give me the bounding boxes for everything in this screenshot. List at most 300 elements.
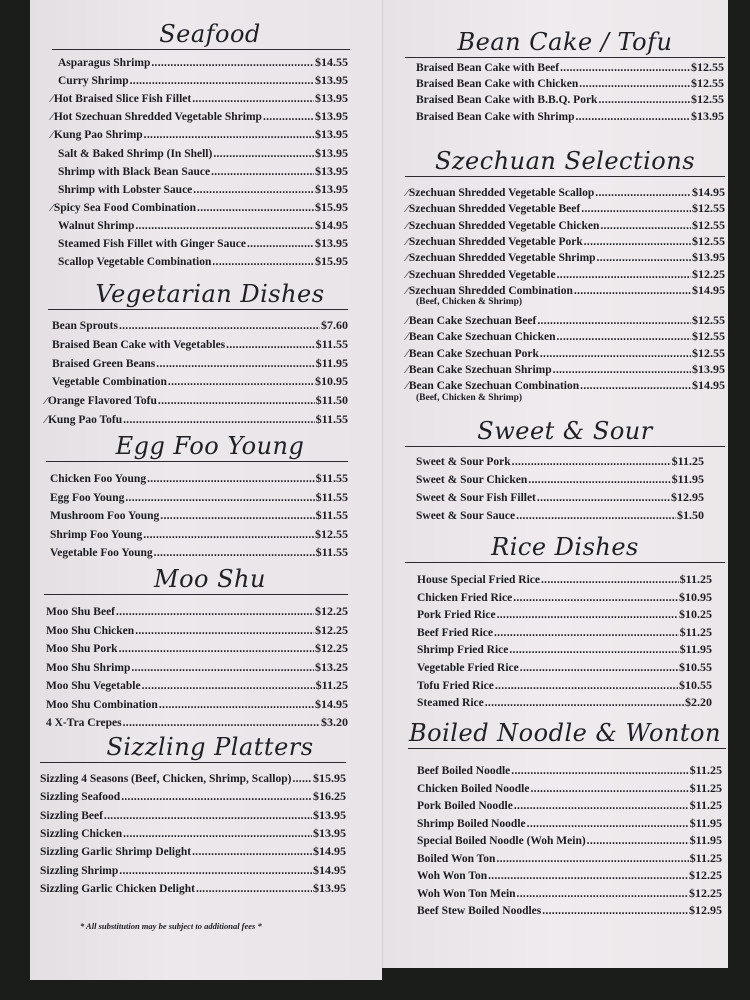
menu-item-note: (Beef, Chicken & Shrimp) [416,297,523,308]
section-title-vegetarian: Vegetarian Dishes [95,280,325,308]
menu-item-price: $16.25 [313,789,346,804]
menu-item-price: $10.55 [679,660,712,674]
spicy-icon: ⁄ [406,364,408,376]
menu-item-price: $12.25 [689,885,722,900]
menu-item [40,880,346,897]
menu-item-name: Braised Bean Cake with Chicken [416,78,579,91]
menu-item-price: $10.25 [679,607,712,622]
menu-item-name: Sweet & Sour Sauce [416,510,516,522]
dot-leader [144,127,314,144]
section-divider [405,562,725,563]
menu-item-price: $12.25 [315,641,348,655]
menu-item-name: Sweet & Sour Chicken [416,474,528,486]
menu-item-name: Chicken Boiled Noodle [417,782,530,795]
menu-item-name: Szechuan Shredded Vegetable Beef [408,203,581,216]
dot-leader [485,695,684,712]
menu-item-price: $13.95 [691,108,724,123]
menu-item [417,589,712,606]
menu-item-name: Vegetable Foo Young [50,547,153,559]
menu-item-price: $11.55 [315,412,348,426]
menu-item-price: $13.95 [315,145,348,160]
menu-item-price: $13.95 [313,825,346,840]
menu-item-price: $2.20 [685,695,712,710]
dot-leader [587,833,689,850]
menu-item-price: $12.25 [689,868,722,882]
menu-item [46,659,348,676]
menu-item [417,885,722,902]
section-divider [48,309,348,310]
menu-item [40,788,346,805]
dot-leader [192,91,314,108]
menu-item-price: $15.95 [315,199,348,214]
dot-leader [513,590,678,607]
menu-item-price: $12.55 [692,313,725,328]
menu-item-price: $10.55 [679,677,712,692]
menu-item [50,544,348,561]
menu-item [50,526,348,543]
menu-item-price: $12.55 [691,76,724,91]
spicy-icon: ⁄ [406,187,408,199]
menu-item-price: $13.95 [692,362,725,376]
menu-item-price: $14.55 [315,55,348,69]
spicy-icon: ⁄ [406,219,408,232]
menu-item-price: $11.25 [689,850,722,865]
menu-item-name: Bean Cake Szechuan Shrimp [408,364,552,376]
section-title-sweet-sour: Sweet & Sour [477,417,653,445]
dot-leader [263,109,314,126]
menu-item-name: Sizzling Chicken [40,827,123,840]
dot-leader [511,763,688,780]
spicy-icon: ⁄ [406,284,408,297]
menu-item-name: Sizzling Shrimp [40,864,119,877]
menu-item [406,361,725,378]
dot-leader [135,218,314,235]
menu-item-name: Kung Pao Shrimp [53,129,143,142]
menu-item [52,336,348,353]
dot-leader [156,356,314,373]
menu-item [46,714,348,731]
section-divider [52,49,350,50]
menu-item-price: $11.55 [315,336,348,351]
menu-item-price: $12.55 [692,217,725,232]
menu-item-price: $15.95 [315,254,348,269]
dot-leader [575,109,690,126]
menu-item-name: Egg Foo Young [50,491,125,504]
menu-item-name: Braised Bean Cake with B.B.Q. Pork [416,94,598,107]
menu-item-price: $13.95 [315,236,348,250]
menu-item-name: Vegetable Fried Rice [417,662,519,674]
menu-item [58,253,348,270]
menu-item-price: $11.25 [689,798,722,812]
menu-item [417,850,722,867]
substitution-footnote: * All substitution may be subject to additional fees * [80,921,262,931]
spicy-icon: ⁄ [406,315,408,328]
menu-item-name: Bean Cake Szechuan Beef [408,315,537,328]
section-title-bean-cake: Bean Cake / Tofu [457,28,673,56]
menu-item-name: Beef Fried Rice [417,626,493,639]
menu-item-name: Walnut Shrimp [58,219,135,232]
menu-item [416,108,724,125]
menu-item-name: Moo Shu Vegetable [46,680,141,692]
menu-item [40,843,346,860]
menu-item-price: $12.55 [692,233,725,248]
dot-leader [160,508,314,525]
menu-item-name: Sweet & Sour Pork [416,456,511,468]
menu-item-name: Braised Green Beans [52,357,156,370]
menu-item-name: Szechuan Shredded Vegetable Scallop [408,187,595,199]
dot-leader [192,844,312,861]
menu-item [58,145,348,162]
section-divider [405,446,725,447]
menu-item [45,411,348,428]
dot-leader [143,527,314,544]
menu-item [417,694,712,711]
menu-item-name: Beef Boiled Noodle [417,765,511,777]
spicy-icon: ⁄ [51,93,53,106]
menu-item [416,507,704,524]
menu-item-name: Shrimp with Black Bean Sauce [58,165,211,178]
menu-item-price: $11.95 [315,355,348,370]
menu-item [406,249,725,266]
menu-item [51,126,348,143]
menu-item-name: Kung Pao Tofu [47,414,123,426]
menu-item [416,91,724,108]
spicy-icon: ⁄ [45,414,47,426]
menu-item-price: $12.95 [671,490,704,504]
menu-item-price: $14.95 [313,844,346,859]
menu-item-price: $13.95 [692,250,725,265]
menu-item-price: $11.25 [689,763,722,777]
dot-leader [213,146,314,163]
menu-item-price: $13.95 [315,127,348,142]
section-title-sizzling: Sizzling Platters [106,733,314,761]
menu-item-price: $12.55 [692,345,725,360]
dot-leader [159,697,314,714]
menu-item [58,72,348,89]
dot-leader [530,781,688,798]
menu-item-name: Steamed Fish Fillet with Ginger Sauce [58,238,246,250]
menu-item [58,217,348,234]
dot-leader [211,164,314,181]
section-title-noodle: Boiled Noodle & Wonton [409,719,721,747]
menu-item-price: $11.55 [315,545,348,559]
menu-item-price: $15.95 [313,771,346,785]
menu-item-price: $11.25 [679,572,712,586]
menu-item-price: $13.95 [313,807,346,822]
menu-item [417,832,722,849]
menu-item-price: $10.95 [315,374,348,389]
dot-leader [514,798,689,815]
menu-item-price: $12.55 [315,526,348,541]
dot-leader [116,604,314,621]
menu-item-price: $11.50 [315,393,348,408]
menu-item-price: $13.95 [313,880,346,895]
menu-item [40,862,346,879]
spicy-icon: ⁄ [406,252,408,265]
spicy-icon: ⁄ [406,347,408,360]
dot-leader [574,283,691,300]
dot-leader [147,471,315,488]
menu-item [417,624,712,641]
dot-leader [517,886,688,903]
menu-item [52,355,348,372]
menu-item [406,233,725,250]
menu-item-price: $12.55 [692,201,725,216]
menu-item-name: Chicken Fried Rice [417,591,513,604]
spicy-icon: ⁄ [51,129,53,142]
menu-item [417,780,722,797]
dot-leader [226,337,315,354]
menu-item-name: Shrimp with Lobster Sauce [58,183,193,196]
spicy-icon: ⁄ [406,235,408,248]
dot-leader [537,490,670,507]
menu-item-name: Salt & Baked Shrimp (In Shell) [58,147,213,160]
menu-item [416,59,724,76]
menu-item [52,317,348,334]
menu-item [46,603,348,620]
menu-item-name: Sizzling 4 Seasons (Beef, Chicken, Shrimp, Scallop) [40,773,292,785]
menu-item [52,373,348,390]
menu-item-name: Szechuan Shredded Vegetable Shrimp [408,252,596,265]
menu-item-price: $12.55 [692,329,725,344]
menu-item [51,90,348,107]
spicy-icon: ⁄ [45,395,47,408]
menu-item [58,54,348,71]
menu-item-name: Moo Shu Pork [46,643,118,655]
dot-leader [104,808,312,825]
menu-item-name: Woh Won Ton Mein [417,887,516,900]
menu-item-price: $12.55 [691,92,724,107]
menu-item-name: Tofu Fried Rice [417,679,494,692]
menu-item-name: Steamed Rice [417,697,484,710]
dot-leader [541,572,679,589]
menu-item [417,797,722,814]
menu-item-name: Hot Szechuan Shredded Vegetable Shrimp [53,111,262,124]
menu-item-name: Beef Stew Boiled Noodles [417,905,542,917]
menu-item-price: $14.95 [692,185,725,199]
menu-item-name: Curry Shrimp [58,75,129,88]
dot-leader [542,903,688,920]
menu-item-name: Braised Bean Cake with Beef [416,62,560,74]
dot-leader [158,393,315,410]
menu-item-name: Szechuan Shredded Vegetable Pork [408,235,583,248]
dot-leader [123,412,315,429]
section-title-rice: Rice Dishes [491,533,639,561]
menu-item [46,622,348,639]
menu-item [40,770,346,787]
dot-leader [135,623,314,640]
menu-item-price: $3.20 [321,715,348,729]
menu-item [416,75,724,92]
menu-item [51,108,348,125]
menu-item-name: Moo Shu Combination [46,698,158,711]
menu-item-price: $14.95 [315,217,348,232]
dot-leader [495,678,678,695]
menu-item [58,181,348,198]
menu-item [417,659,712,676]
menu-item-price: $11.25 [671,454,704,468]
menu-item-name: Bean Sprouts [52,320,118,332]
spicy-icon: ⁄ [406,268,408,281]
menu-item [45,392,348,409]
menu-item-price: $11.25 [689,780,722,795]
section-title-szechuan: Szechuan Selections [434,147,696,175]
menu-item-name: Pork Fried Rice [417,609,496,622]
menu-item-name: Vegetable Combination [52,376,167,389]
menu-item-name: Chicken Foo Young [50,473,147,485]
dot-leader [516,508,676,525]
dot-leader [119,318,320,335]
menu-item [46,696,348,713]
menu-item [406,217,725,234]
menu-item-name: Moo Shu Beef [46,606,115,618]
dot-leader [131,660,314,677]
spicy-icon: ⁄ [406,203,408,216]
dot-leader [494,625,679,642]
dot-leader [151,55,314,72]
menu-item-name: Scallop Vegetable Combination [58,256,212,269]
dot-leader [509,642,678,659]
section-divider [408,748,726,749]
dot-leader [154,545,315,562]
dot-leader [142,678,315,695]
menu-item [417,677,712,694]
menu-item-name: Szechuan Shredded Vegetable [408,268,556,281]
menu-item-name: Szechuan Shredded Vegetable Chicken [408,219,600,232]
menu-item-price: $11.95 [689,833,722,847]
menu-item-price: $13.95 [315,91,348,106]
dot-leader [119,641,314,658]
section-title-egg-foo-young: Egg Foo Young [115,432,305,460]
menu-item-name: Sizzling Seafood [40,791,121,804]
menu-item-name: Sizzling Beef [40,809,103,822]
menu-item-price: $11.95 [689,815,722,830]
menu-item [51,199,348,216]
menu-item [416,453,704,470]
menu-item-price: $11.25 [315,678,348,692]
menu-item-name: Asparagus Shrimp [58,57,151,69]
menu-item [417,762,722,779]
dot-leader [528,472,670,489]
dot-leader [497,607,678,624]
dot-leader [247,236,314,253]
spicy-icon: ⁄ [406,331,408,344]
menu-item-price: $7.60 [321,318,348,332]
dot-leader [125,490,314,507]
spicy-icon: ⁄ [51,201,53,214]
menu-item-name: House Special Fried Rice [417,574,540,586]
menu-item [416,471,704,488]
menu-item-name: Spicy Sea Food Combination [53,201,197,214]
dot-leader [168,374,314,391]
menu-item-price: $11.95 [679,642,712,657]
menu-item-price: $13.25 [315,659,348,674]
menu-item [417,867,722,884]
menu-item [58,163,348,180]
menu-item-name: Mushroom Foo Young [50,510,160,522]
menu-item [406,328,725,345]
spicy-icon: ⁄ [51,111,53,124]
menu-item-name: Hot Braised Slice Fish Fillet [53,93,192,106]
dot-leader [292,771,312,788]
menu-item [40,825,346,842]
menu-item-price: $12.95 [689,903,722,917]
menu-item-price: $13.95 [315,109,348,124]
menu-item [416,489,704,506]
menu-item-price: $10.95 [679,589,712,604]
menu-item-price: $14.95 [313,862,346,877]
menu-item-name: Pork Boiled Noodle [417,800,513,812]
section-divider [46,461,348,462]
dot-leader [119,863,312,880]
menu-item-price: $11.55 [315,508,348,522]
menu-item-name: Shrimp Fried Rice [417,644,509,657]
menu-item-name: Woh Won Ton [417,870,488,882]
menu-item-price: $13.95 [315,73,348,88]
menu-item-price: $13.95 [315,163,348,178]
dot-leader [196,881,312,898]
menu-item-name: Sizzling Garlic Shrimp Delight [40,846,192,859]
spicy-icon: ⁄ [406,380,408,393]
menu-item-name: Braised Bean Cake with Shrimp [416,110,575,123]
menu-item [46,677,348,694]
menu-item [50,489,348,506]
menu-item [417,641,712,658]
menu-item [406,184,725,201]
dot-leader [123,826,312,843]
menu-item-name: Sweet & Sour Fish Fillet [416,492,536,504]
section-divider [40,762,346,763]
dot-leader [496,851,688,868]
menu-item [406,345,725,362]
menu-item-price: $1.50 [677,508,704,522]
menu-item [417,902,722,919]
menu-item [406,312,725,329]
menu-item-name: Shrimp Boiled Noodle [417,817,526,830]
menu-item-name: Moo Shu Shrimp [46,661,131,674]
dot-leader [488,868,688,885]
menu-item [50,470,348,487]
menu-item-price: $11.25 [679,624,712,639]
dot-leader [512,454,671,471]
dot-leader [527,816,689,833]
menu-item-price: $14.95 [692,378,725,393]
menu-item-name: Orange Flavored Tofu [47,395,157,408]
menu-item-name: Special Boiled Noodle (Woh Mein) [417,835,586,847]
menu-item-price: $14.95 [315,696,348,711]
menu-item [40,807,346,824]
menu-item [417,606,712,623]
menu-item-name: Szechuan Shredded Combination [408,284,573,297]
menu-item-name: Bean Cake Szechuan Chicken [408,331,556,344]
section-divider [44,594,348,595]
menu-item-price: $12.25 [315,604,348,618]
dot-leader [193,182,314,199]
menu-item-price: $12.25 [315,622,348,637]
dot-leader [130,73,314,90]
menu-item-price: $11.55 [315,471,348,485]
dot-leader [197,200,314,217]
menu-item-name: Bean Cake Szechuan Combination [408,380,580,393]
menu-item-name: Boiled Won Ton [417,852,496,865]
dot-leader [121,789,312,806]
menu-item-price: $12.25 [692,266,725,281]
menu-item-name: Braised Bean Cake with Vegetables [52,338,226,351]
menu-item [417,571,712,588]
menu-item-name: Moo Shu Chicken [46,624,135,637]
menu-item [50,507,348,524]
menu-item-name: Bean Cake Szechuan Pork [408,347,539,360]
